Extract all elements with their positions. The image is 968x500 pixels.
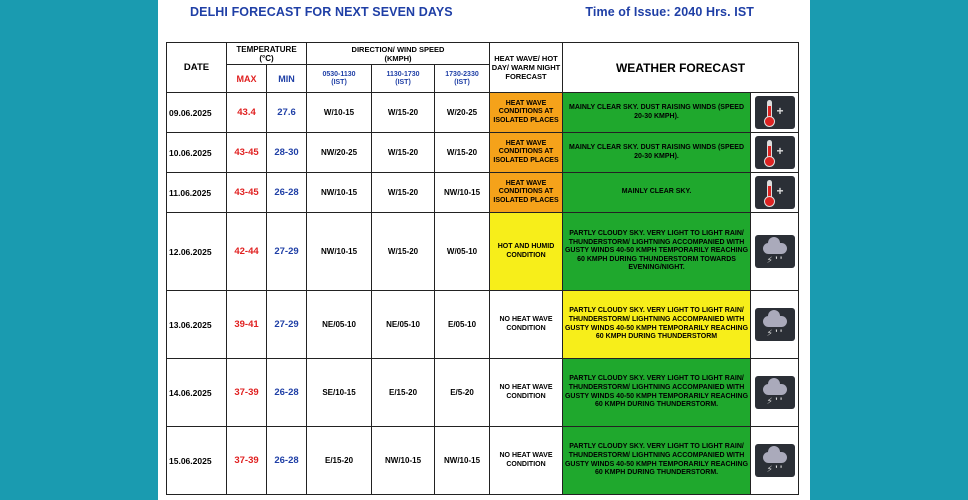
row-wind-slot-2: NW/10-15 (372, 427, 435, 495)
row-max-temp: 39-41 (227, 291, 267, 359)
row-wind-slot-2: W/15-20 (372, 93, 435, 133)
header-heat-wave: HEAT WAVE/ HOT DAY/ WARM NIGHT FORECAST (490, 43, 563, 93)
table-row (167, 173, 799, 213)
header-slot-1 (307, 65, 372, 93)
row-max-temp: 42-44 (227, 213, 267, 291)
row-min-temp: 28-30 (267, 133, 307, 173)
header-direction (307, 43, 490, 65)
row-heat-wave: HOT AND HUMID CONDITION (490, 213, 563, 291)
row-weather-forecast: MAINLY CLEAR SKY. DUST RAISING WINDS (SPEED 20-30 KMPH). (563, 133, 751, 173)
forecast-table (166, 42, 799, 495)
slot-1-time: 0530-1130 (322, 70, 356, 78)
row-min-temp: 27.6 (267, 93, 307, 133)
table-row (167, 213, 799, 291)
table-row (167, 133, 799, 173)
thunderstorm-icon: ⚡ ' ' (755, 376, 795, 409)
table-row (167, 427, 799, 495)
table-row (167, 359, 799, 427)
header-direction-unit: (KMPH) (384, 53, 412, 63)
row-wind-slot-1: E/15-20 (307, 427, 372, 495)
row-heat-wave: HEAT WAVE CONDITIONS AT ISOLATED PLACES (490, 133, 563, 173)
header-slot-2 (372, 65, 435, 93)
row-date: 14.06.2025 (167, 359, 227, 427)
row-max-temp: 43.4 (227, 93, 267, 133)
slot-2-time: 1130-1730 (386, 70, 420, 78)
row-min-temp: 27-29 (267, 291, 307, 359)
row-wind-slot-3: E/05-10 (435, 291, 490, 359)
row-heat-wave: NO HEAT WAVE CONDITION (490, 359, 563, 427)
row-weather-forecast: PARTLY CLOUDY SKY. VERY LIGHT TO LIGHT RAIN/ THUNDERSTORM/ LIGHTNING ACCOMPANIED WITH GUSTY WINDS 40-50 KMPH TEMPORARILY REACHING 60 KMPH DURING THUNDERSTORM TOWARDS EVENING/NIGHT. (563, 213, 751, 291)
row-wind-slot-1: NE/05-10 (307, 291, 372, 359)
row-wind-slot-1: SE/10-15 (307, 359, 372, 427)
header-date: DATE (167, 43, 227, 93)
row-wind-slot-3: W/05-10 (435, 213, 490, 291)
row-wind-slot-3: W/20-25 (435, 93, 490, 133)
row-wind-slot-3: NW/10-15 (435, 427, 490, 495)
forecast-document (158, 0, 810, 500)
row-min-temp: 26-28 (267, 359, 307, 427)
row-weather-icon-cell (751, 93, 799, 133)
row-wind-slot-1: NW/10-15 (307, 173, 372, 213)
row-weather-icon-cell (751, 291, 799, 359)
thunderstorm-icon: ⚡ ' ' (755, 235, 795, 268)
row-wind-slot-2: W/15-20 (372, 133, 435, 173)
row-weather-icon-cell (751, 133, 799, 173)
slot-2-unit: (IST) (395, 78, 411, 86)
row-wind-slot-2: W/15-20 (372, 173, 435, 213)
row-wind-slot-2: W/15-20 (372, 213, 435, 291)
issue-time: Time of Issue: 2040 Hrs. IST (585, 5, 754, 19)
thermometer-hot-icon: + (755, 96, 795, 129)
header-temperature-label: TEMPERATURE (236, 44, 297, 54)
document-title: DELHI FORECAST FOR NEXT SEVEN DAYS (190, 5, 453, 19)
row-weather-icon-cell (751, 359, 799, 427)
row-heat-wave: NO HEAT WAVE CONDITION (490, 291, 563, 359)
row-max-temp: 43-45 (227, 173, 267, 213)
slot-3-unit: (IST) (454, 78, 470, 86)
header-slot-3 (435, 65, 490, 93)
row-wind-slot-3: E/5-20 (435, 359, 490, 427)
slot-3-time: 1730-2330 (445, 70, 479, 78)
row-wind-slot-1: NW/20-25 (307, 133, 372, 173)
row-heat-wave: HEAT WAVE CONDITIONS AT ISOLATED PLACES (490, 93, 563, 133)
row-max-temp: 37-39 (227, 427, 267, 495)
row-weather-icon-cell (751, 173, 799, 213)
header-min: MIN (267, 65, 307, 93)
row-date: 12.06.2025 (167, 213, 227, 291)
thunderstorm-icon: ⚡ ' ' (755, 444, 795, 477)
row-min-temp: 26-28 (267, 173, 307, 213)
row-wind-slot-3: W/15-20 (435, 133, 490, 173)
thunderstorm-icon: ⚡ ' ' (755, 308, 795, 341)
table-row (167, 93, 799, 133)
row-weather-forecast: PARTLY CLOUDY SKY. VERY LIGHT TO LIGHT RAIN/ THUNDERSTORM/ LIGHTNING ACCOMPANIED WITH GUSTY WINDS 40-50 KMPH TEMPORARILY REACHING 60 KMPH DURING THUNDERSTORM (563, 291, 751, 359)
row-weather-icon-cell (751, 213, 799, 291)
row-weather-forecast: PARTLY CLOUDY SKY. VERY LIGHT TO LIGHT RAIN/ THUNDERSTORM/ LIGHTNING ACCOMPANIED WITH GUSTY WINDS 40-50 KMPH TEMPORARILY REACHING 60 KMPH DURING THUNDERSTORM. (563, 359, 751, 427)
thermometer-hot-icon: + (755, 176, 795, 209)
header-weather-forecast: WEATHER FORECAST (563, 43, 799, 93)
row-date: 15.06.2025 (167, 427, 227, 495)
header-direction-label: DIRECTION/ WIND SPEED (351, 44, 445, 54)
header-temperature-unit: (°C) (259, 53, 274, 63)
header-max: MAX (227, 65, 267, 93)
row-weather-icon-cell (751, 427, 799, 495)
row-wind-slot-1: NW/10-15 (307, 213, 372, 291)
row-weather-forecast: PARTLY CLOUDY SKY. VERY LIGHT TO LIGHT RAIN/ THUNDERSTORM/ LIGHTNING ACCOMPANIED WITH GUSTY WINDS 40-50 KMPH TEMPORARILY REACHING 60 KMPH DURING THUNDERSTORM. (563, 427, 751, 495)
row-wind-slot-1: W/10-15 (307, 93, 372, 133)
row-weather-forecast: MAINLY CLEAR SKY. DUST RAISING WINDS (SPEED 20-30 KMPH). (563, 93, 751, 133)
row-max-temp: 37-39 (227, 359, 267, 427)
slot-1-unit: (IST) (331, 78, 347, 86)
row-weather-forecast: MAINLY CLEAR SKY. (563, 173, 751, 213)
row-date: 13.06.2025 (167, 291, 227, 359)
row-heat-wave: HEAT WAVE CONDITIONS AT ISOLATED PLACES (490, 173, 563, 213)
row-min-temp: 26-28 (267, 427, 307, 495)
row-min-temp: 27-29 (267, 213, 307, 291)
row-wind-slot-3: NW/10-15 (435, 173, 490, 213)
row-date: 09.06.2025 (167, 93, 227, 133)
row-date: 10.06.2025 (167, 133, 227, 173)
header-temperature (227, 43, 307, 65)
row-heat-wave: NO HEAT WAVE CONDITION (490, 427, 563, 495)
row-date: 11.06.2025 (167, 173, 227, 213)
row-max-temp: 43-45 (227, 133, 267, 173)
row-wind-slot-2: NE/05-10 (372, 291, 435, 359)
table-row (167, 291, 799, 359)
row-wind-slot-2: E/15-20 (372, 359, 435, 427)
thermometer-hot-icon: + (755, 136, 795, 169)
